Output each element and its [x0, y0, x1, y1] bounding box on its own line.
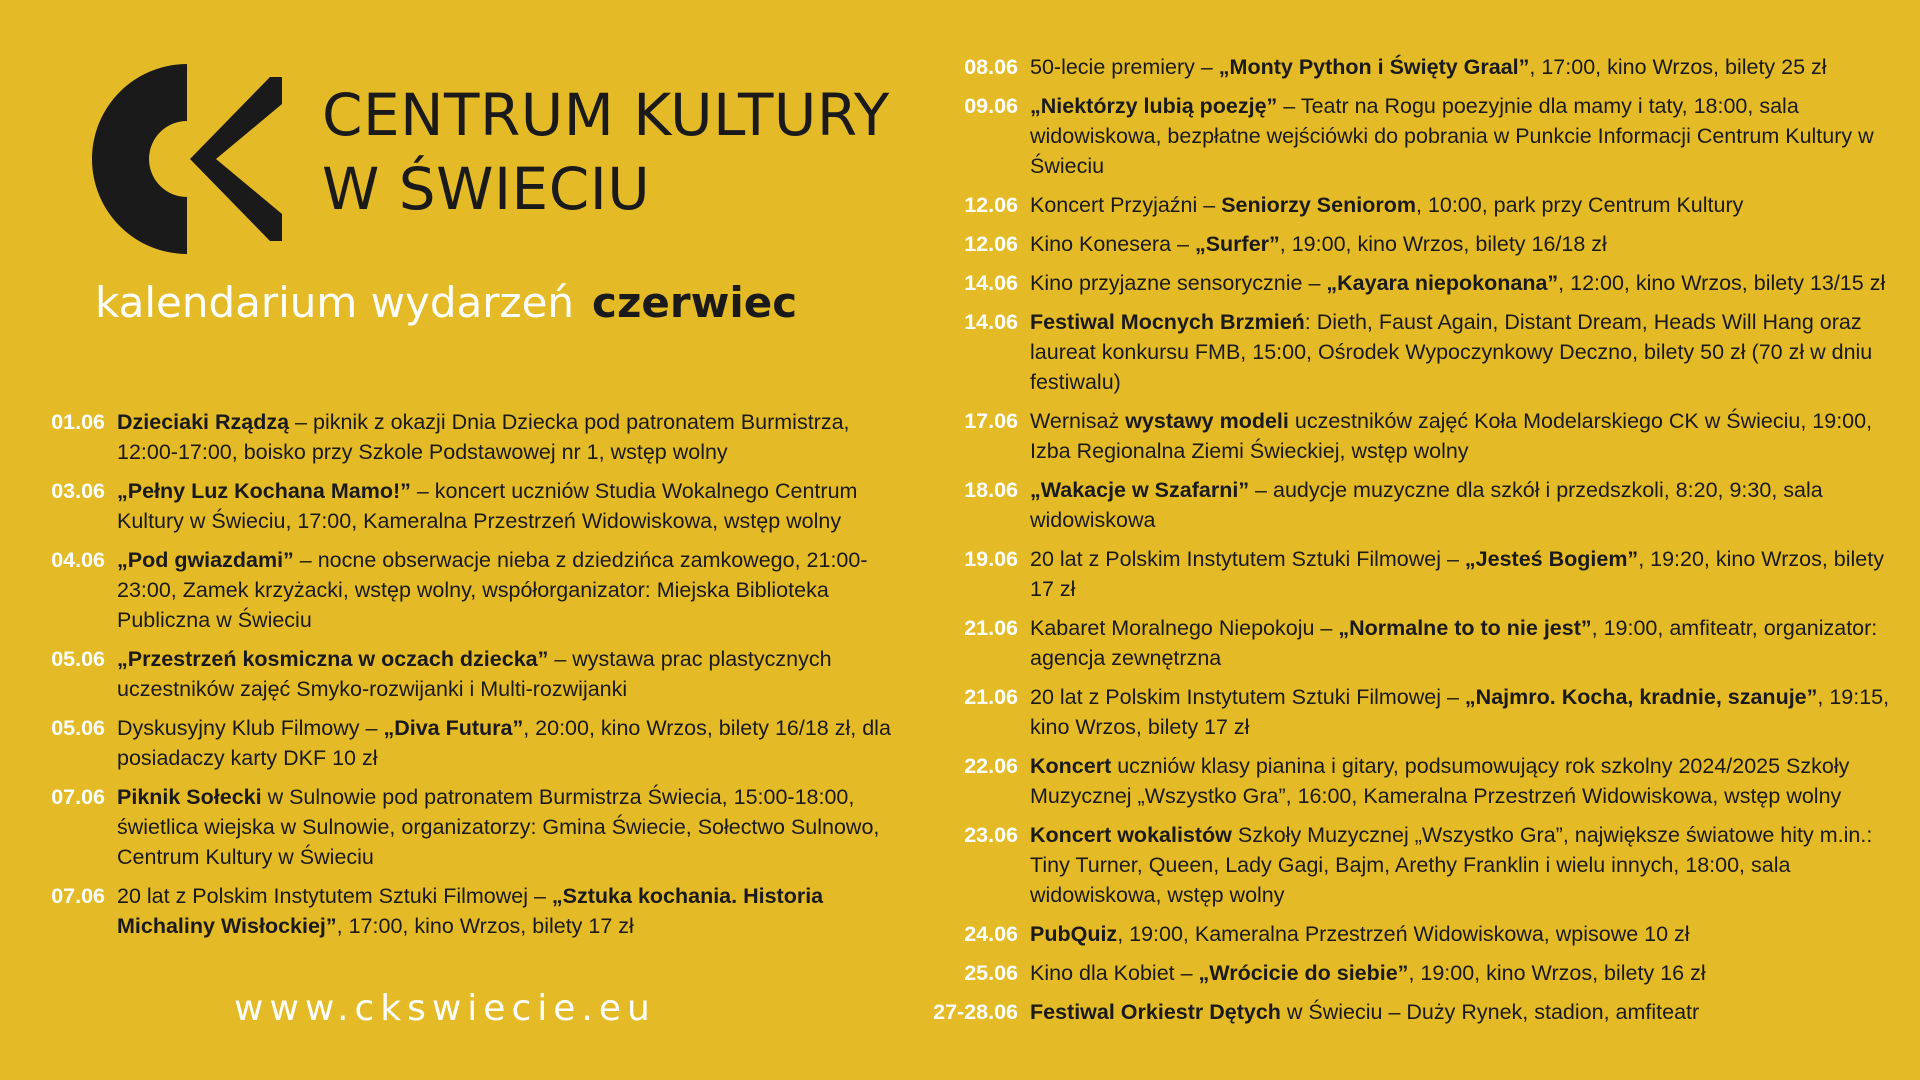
event-details: , 20:00, kino Wrzos, bilety 16/18 zł, dla posiadaczy karty DKF 10 zł: [117, 716, 891, 770]
event-details: , 19:00, Kameralna Przestrzeń Widowiskowa, wpisowe 10 zł: [1117, 922, 1690, 946]
organization-name-line2: W ŚWIECIU: [322, 155, 651, 223]
event-title: „Niektórzy lubią poezję”: [1030, 94, 1278, 118]
events-list-left: [28, 407, 908, 950]
event-description: [1030, 751, 1910, 811]
event-description: [1030, 190, 1910, 220]
events-list-right: [910, 52, 1910, 1036]
event-item: [910, 682, 1910, 742]
event-title: PubQuiz: [1030, 922, 1118, 946]
event-date: 22.06: [964, 754, 1018, 778]
event-item: [910, 52, 1910, 82]
event-title: Festiwal Mocnych Brzmień: [1030, 310, 1305, 334]
event-item: [910, 229, 1910, 259]
event-title: „Pełny Luz Kochana Mamo!”: [117, 479, 411, 503]
ck-logo-icon: [92, 64, 282, 254]
event-item: [910, 820, 1910, 910]
website-link[interactable]: www.ckswiecie.eu: [234, 988, 656, 1029]
event-details: uczniów klasy pianina i gitary, podsumowujący rok szkolny 2024/2025 Szkoły Muzycznej „Wszystko Gra”, 16:00, Kameralna Przestrzeń Widowiskowa, wstęp wolny: [1030, 754, 1850, 808]
event-date: 09.06: [964, 94, 1018, 118]
event-date: 14.06: [964, 271, 1018, 295]
event-description: [117, 881, 908, 941]
event-details: uczestników zajęć Koła Modelarskiego CK w Świeciu, 19:00, Izba Regionalna Ziemi Świeckiej, wstęp wolny: [1030, 409, 1873, 463]
event-description: [117, 545, 908, 635]
event-description: [1030, 544, 1910, 604]
event-description: [1030, 613, 1910, 673]
event-description: [1030, 307, 1910, 397]
event-date: 07.06: [51, 785, 105, 809]
event-title: Festiwal Orkiestr Dętych: [1030, 1000, 1281, 1024]
event-details: – koncert uczniów Studia Wokalnego Centrum Kultury w Świeciu, 17:00, Kameralna Przestrzeń Widowiskowa, wstęp wolny: [117, 479, 858, 533]
calendar-month: czerwiec: [592, 278, 798, 327]
event-item: [910, 958, 1910, 988]
calendar-heading: [95, 278, 797, 327]
event-date: 04.06: [51, 548, 105, 572]
event-details: , 12:00, kino Wrzos, bilety 13/15 zł: [1558, 271, 1886, 295]
event-date: 24.06: [964, 922, 1018, 946]
event-details: – wystawa prac plastycznych uczestników zajęć Smyko-rozwijanki i Multi-rozwijanki: [117, 647, 832, 701]
event-title: „Diva Futura”: [383, 716, 524, 740]
event-title: „Kayara niepokonana”: [1326, 271, 1559, 295]
event-item: [910, 91, 1910, 181]
event-item: [28, 881, 908, 941]
event-description: [117, 644, 908, 704]
event-description: [1030, 958, 1910, 988]
event-description: [1030, 52, 1910, 82]
event-item: [910, 268, 1910, 298]
event-date: 18.06: [964, 478, 1018, 502]
event-details: , 10:00, park przy Centrum Kultury: [1415, 193, 1744, 217]
event-date: 21.06: [964, 685, 1018, 709]
event-title: „Wakacje w Szafarni”: [1030, 478, 1250, 502]
event-details: – audycje muzyczne dla szkół i przedszkoli, 8:20, 9:30, sala widowiskowa: [1030, 478, 1823, 532]
event-title: Seniorzy Seniorom: [1221, 193, 1416, 217]
event-title: „Jesteś Bogiem”: [1464, 547, 1639, 571]
event-date: 08.06: [964, 55, 1018, 79]
event-date: 19.06: [964, 547, 1018, 571]
event-description: [1030, 820, 1910, 910]
event-details: – nocne obserwacje nieba z dziedzińca zamkowego, 21:00-23:00, Zamek krzyżacki, wstęp wolny, współorganizator: Miejska Biblioteka Publiczna w Świeciu: [117, 548, 868, 632]
event-date: 01.06: [51, 410, 105, 434]
event-details: , 17:00, kino Wrzos, bilety 25 zł: [1529, 55, 1827, 79]
event-item: [28, 782, 908, 872]
event-description: [1030, 91, 1910, 181]
event-description: [1030, 229, 1910, 259]
event-date: 14.06: [964, 310, 1018, 334]
event-title: wystawy modeli: [1125, 409, 1289, 433]
event-date: 07.06: [51, 884, 105, 908]
event-item: [28, 407, 908, 467]
event-details: : Dieth, Faust Again, Distant Dream, Heads Will Hang oraz laureat konkursu FMB, 15:00, Ośrodek Wypoczynkowy Deczno, bilety 50 zł (70 zł w dniu festiwalu): [1030, 310, 1873, 394]
event-item: [910, 190, 1910, 220]
event-details: w Świeciu – Duży Rynek, stadion, amfiteatr: [1280, 1000, 1700, 1024]
organization-name-line1: CENTRUM KULTURY: [322, 81, 890, 149]
event-title: Koncert: [1030, 754, 1112, 778]
event-details: , 19:20, kino Wrzos, bilety 17 zł: [1030, 547, 1884, 601]
event-item: [910, 544, 1910, 604]
event-item: [910, 406, 1910, 466]
event-description: [1030, 268, 1910, 298]
event-details: Koncert Przyjaźni –: [1030, 193, 1222, 217]
event-date: 27-28.06: [933, 1000, 1018, 1024]
event-item: [910, 751, 1910, 811]
event-item: [28, 644, 908, 704]
event-details: Kabaret Moralnego Niepokoju –: [1030, 616, 1339, 640]
event-date: 17.06: [964, 409, 1018, 433]
event-title: „Przestrzeń kosmiczna w oczach dziecka”: [117, 647, 549, 671]
event-details: , 19:00, amfiteatr, organizator: agencja zewnętrzna: [1030, 616, 1878, 670]
event-description: [1030, 682, 1910, 742]
event-date: 25.06: [964, 961, 1018, 985]
event-date: 03.06: [51, 479, 105, 503]
event-title: „Najmro. Kocha, kradnie, szanuje”: [1464, 685, 1818, 709]
organization-name: [322, 78, 890, 226]
calendar-subtitle: kalendarium wydarzeń: [95, 278, 575, 327]
event-item: [28, 476, 908, 536]
event-description: [1030, 997, 1910, 1027]
event-date: 12.06: [964, 193, 1018, 217]
event-details: Kino Konesera –: [1030, 232, 1195, 256]
event-description: [1030, 919, 1910, 949]
event-details: 20 lat z Polskim Instytutem Sztuki Filmowej –: [117, 884, 552, 908]
event-item: [28, 545, 908, 635]
event-details: , 19:15, kino Wrzos, bilety 17 zł: [1030, 685, 1890, 739]
event-date: 12.06: [964, 232, 1018, 256]
event-description: [117, 407, 908, 467]
event-item: [910, 475, 1910, 535]
event-description: [117, 476, 908, 536]
event-details: – Teatr na Rogu poezyjnie dla mamy i taty, 18:00, sala widowiskowa, bezpłatne wejściówki do pobrania w Punkcie Informacji Centrum Kultury w Świeciu: [1030, 94, 1874, 178]
event-details: Szkoły Muzycznej „Wszystko Gra”, największe światowe hity m.in.: Tiny Turner, Queen, Lady Gagi, Bajm, Arethy Franklin i wielu innych, 18:00, sala widowiskowa, wstęp wolny: [1030, 823, 1873, 907]
event-date: 23.06: [964, 823, 1018, 847]
event-title: Dzieciaki Rządzą: [117, 410, 290, 434]
event-description: [117, 782, 908, 872]
event-date: 05.06: [51, 647, 105, 671]
event-details: w Sulnowie pod patronatem Burmistrza Świecia, 15:00-18:00, świetlica wiejska w Sulnowie, organizatorzy: Gmina Świecie, Sołectwo Sulnowo, Centrum Kultury w Świeciu: [117, 785, 880, 869]
event-details: , 19:00, kino Wrzos, bilety 16 zł: [1408, 961, 1706, 985]
event-title: „Pod gwiazdami”: [117, 548, 294, 572]
event-title: „Wrócicie do siebie”: [1198, 961, 1409, 985]
event-title: Koncert wokalistów: [1030, 823, 1232, 847]
event-title: „Sztuka kochania. Historia Michaliny Wisłockiej”: [117, 884, 824, 938]
event-details: 50-lecie premiery –: [1030, 55, 1219, 79]
event-description: [1030, 475, 1910, 535]
event-details: – piknik z okazji Dnia Dziecka pod patronatem Burmistrza, 12:00-17:00, boisko przy Szkole Podstawowej nr 1, wstęp wolny: [117, 410, 850, 464]
event-details: , 19:00, kino Wrzos, bilety 16/18 zł: [1279, 232, 1607, 256]
event-title: „Surfer”: [1194, 232, 1280, 256]
event-item: [910, 919, 1910, 949]
event-details: Wernisaż: [1030, 409, 1126, 433]
event-description: [117, 713, 908, 773]
event-details: Kino przyjazne sensorycznie –: [1030, 271, 1327, 295]
event-item: [910, 997, 1910, 1027]
event-details: , 17:00, kino Wrzos, bilety 17 zł: [336, 914, 634, 938]
event-details: 20 lat z Polskim Instytutem Sztuki Filmowej –: [1030, 685, 1465, 709]
event-date: 05.06: [51, 716, 105, 740]
event-item: [910, 307, 1910, 397]
event-date: 21.06: [964, 616, 1018, 640]
event-title: „Monty Python i Święty Graal”: [1218, 55, 1530, 79]
event-item: [28, 713, 908, 773]
event-description: [1030, 406, 1910, 466]
event-item: [910, 613, 1910, 673]
event-details: Dyskusyjny Klub Filmowy –: [117, 716, 384, 740]
event-details: Kino dla Kobiet –: [1030, 961, 1199, 985]
event-title: Piknik Sołecki: [117, 785, 262, 809]
event-title: „Normalne to to nie jest”: [1338, 616, 1592, 640]
event-details: 20 lat z Polskim Instytutem Sztuki Filmowej –: [1030, 547, 1465, 571]
